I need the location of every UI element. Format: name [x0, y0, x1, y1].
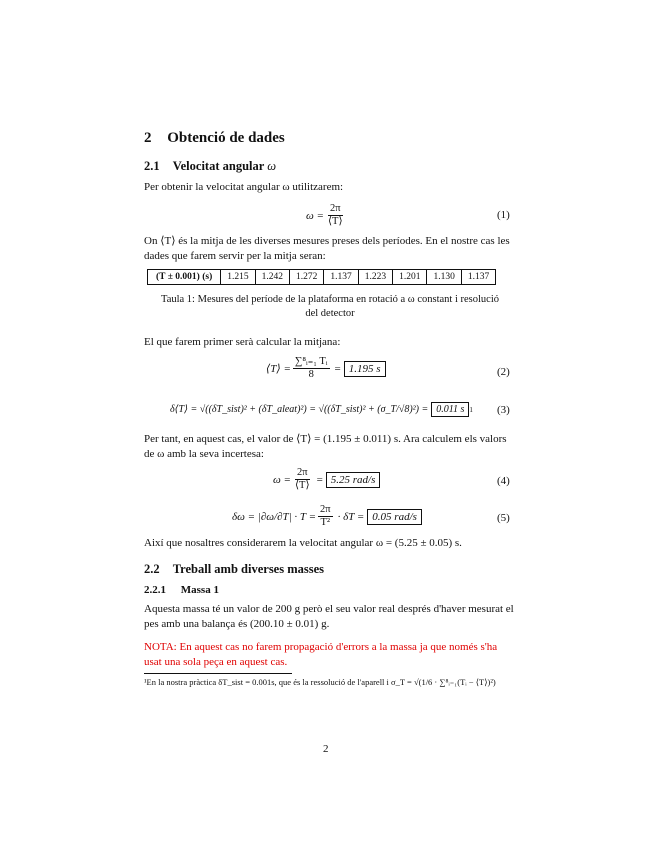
footnote: ¹En la nostra pràctica δT_sist = 0.001s, que és la ressolució de l'aparell i σ_T = √(1/6 · ∑⁸ᵢ₌₁(Tᵢ − ⟨T⟩)²) [144, 677, 496, 687]
table-cell: 1.215 [221, 270, 255, 285]
subsection-title: Velocitat angular [172, 159, 265, 173]
eq2-lhs: ⟨T⟩ = [266, 363, 291, 375]
subsection-number: 2.2 [144, 562, 160, 576]
subsubsection-number: 2.2.1 [144, 584, 166, 596]
table-cell: 1.137 [324, 270, 358, 285]
subsection-heading-2-2 [144, 562, 324, 577]
subsection-number: 2.1 [144, 159, 160, 173]
eq4-lhs: ω = [273, 473, 291, 486]
eq5-numerator: 2π [320, 504, 331, 515]
equation-4 [273, 467, 380, 492]
eq2-numerator: ∑⁸ᵢ₌₁ Tᵢ [294, 356, 328, 367]
table-header-cell: (T ± 0.001) (s) [148, 270, 221, 285]
subsubsection-title: Massa 1 [180, 584, 219, 596]
eq5-denominator: T² [320, 517, 331, 528]
subsubsection-heading-2-2-1 [144, 584, 219, 596]
eq4-equals: = [316, 473, 323, 486]
paragraph-calc-mean: El que farem primer serà calcular la mitjana: [144, 336, 341, 348]
eq2-denominator: 8 [308, 369, 314, 380]
eq2-number: (2) [497, 366, 510, 378]
eq5-lhs: δω = |∂ω/∂T| · T = [232, 510, 317, 523]
paragraph-conclusion: Així que nosaltres considerarem la velocitat angular ω = (5.25 ± 0.05) s. [144, 537, 462, 549]
eq4-numerator: 2π [296, 467, 308, 478]
table-cell: 1.272 [289, 270, 323, 285]
table-caption: Taula 1: Mesures del període de la plataforma en rotació a ω constant i resolució del detector [161, 294, 499, 319]
eq5-result: 0.05 rad/s [367, 509, 422, 525]
footnote-mark: 1 [469, 405, 473, 414]
equation-1 [306, 203, 347, 228]
equation-2 [266, 356, 386, 381]
paragraph-result: Per tant, en aquest cas, el valor de ⟨T⟩ = (1.195 ± 0.011) s. Ara calculem els valors de ω amb la seva incertesa: [144, 433, 507, 460]
eq3-number: (3) [497, 404, 510, 416]
note-paragraph: NOTA: En aquest cas no farem propagació d'errors a la massa ja que només s'ha usat una sola peça en aquest cas. [144, 641, 498, 668]
eq1-denominator: ⟨T⟩ [327, 216, 343, 227]
subsection-title: Treball amb diverses masses [172, 562, 325, 576]
eq4-fraction [293, 467, 312, 492]
paragraph-mass: Aquesta massa té un valor de 200 g però el seu valor real després d'haver mesurat el pes amb una balança és (200.10 ± 0.01) g. [144, 603, 514, 630]
table-cell: 1.223 [358, 270, 392, 285]
omega-symbol: ω [267, 159, 277, 173]
eq4-number: (4) [497, 475, 510, 487]
table-cell: 1.242 [255, 270, 289, 285]
page-number: 2 [323, 743, 329, 755]
eq4-denominator: ⟨T⟩ [294, 480, 310, 491]
eq4-result: 5.25 rad/s [326, 472, 381, 488]
table-cell: 1.130 [427, 270, 461, 285]
table-cell: 1.137 [461, 270, 495, 285]
eq1-fraction [326, 203, 345, 228]
paragraph-mean: On ⟨T⟩ és la mitja de les diverses mesures preses dels períodes. En el nostre cas les dades que farem servir per la mitja seran: [144, 235, 510, 262]
eq1-numerator: 2π [329, 203, 341, 214]
eq5-middle: · δT = [337, 510, 365, 523]
section-title: Obtenció de dades [167, 130, 285, 146]
equation-5 [232, 504, 422, 529]
period-table [147, 269, 496, 285]
eq2-equals: = [334, 362, 341, 375]
eq3-result: 0.011 s [431, 402, 469, 417]
eq5-number: (5) [497, 512, 510, 524]
eq1-number: (1) [497, 209, 510, 221]
table-cell: 1.201 [393, 270, 427, 285]
equation-3 [170, 402, 473, 417]
eq5-fraction [318, 504, 333, 529]
eq3-expression: δ⟨T⟩ = √((δT_sist)² + (δT_aleat)²) = √((δT_sist)² + (σ_T/√8)²) = [170, 404, 429, 415]
eq2-fraction [293, 356, 330, 381]
eq1-lhs: ω = [306, 209, 324, 222]
section-number: 2 [144, 130, 152, 146]
section-heading [144, 130, 285, 147]
paragraph-intro: Per obtenir la velocitat angular ω utilitzarem: [144, 181, 344, 193]
subsection-heading-2-1 [144, 159, 276, 174]
eq2-result: 1.195 s [344, 361, 386, 377]
footnote-rule [144, 673, 292, 674]
